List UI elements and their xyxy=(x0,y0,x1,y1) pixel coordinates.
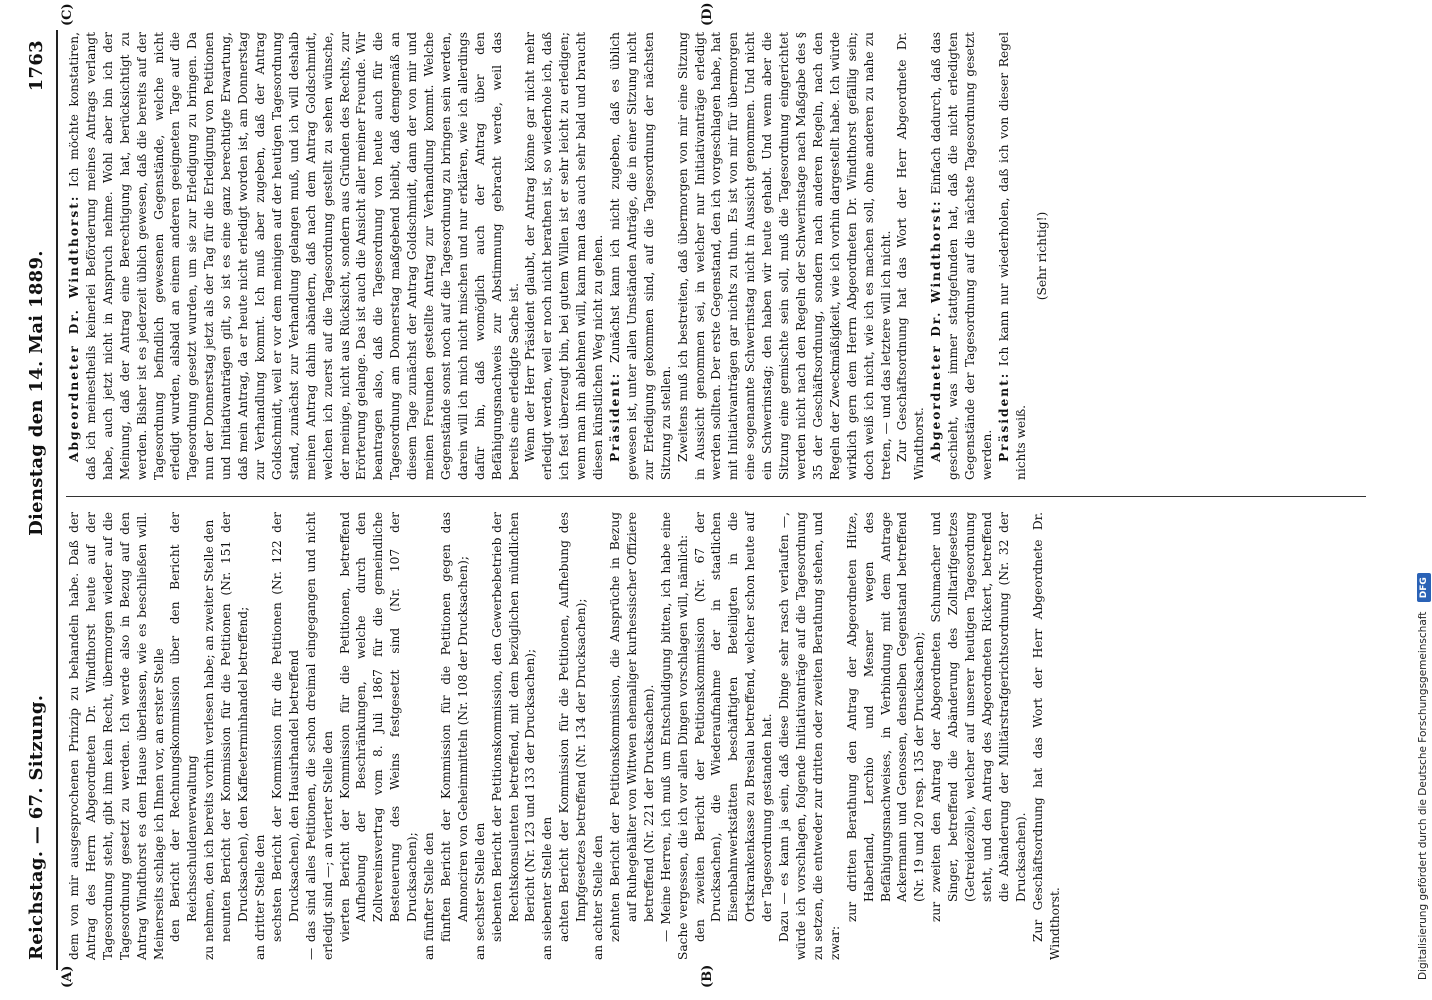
agenda-item: achten Bericht der Kommission für die Petitionen, Aufhebung des Impfgesetzes betreffend (Nr. 134 der Drucksachen); xyxy=(557,512,589,942)
agenda-item: zur zweiten den Antrag der Abgeordneten Schumacher und Singer, betreffend die Abänderung des Zolltarifgesetzes (Getreidezölle), welcher auf unserer heutigen Tagesordnung steht, und den Antrag des Abgeordneten Rickert, betreffend die Abänderung der Militärstrafgerichtsordnung (Nr. 32 der Drucksachen). xyxy=(929,512,1028,922)
dfg-logo: DFG xyxy=(1417,573,1431,602)
agenda-item: zehnten Bericht der Petitionskommission, die Ansprüche in Bezug auf Ruhegehälter von Wittwen ehemaliger kurhessischer Offiziere betreffend (Nr. 221 der Drucksachen). xyxy=(608,512,656,942)
speaker-name: Abgeordneter Dr. Windthorst: xyxy=(67,194,81,462)
speaker-name: Präsident: xyxy=(996,371,1011,462)
right-column xyxy=(66,32,1055,480)
paragraph: — das sind alles Petitionen, die schon dreimal eingegangen und nicht erledigt sind —; an vierter Stelle den xyxy=(303,512,335,960)
speech xyxy=(607,32,675,480)
agenda-item: siebenten Bericht der Petitionskommission, den Gewerbebetrieb der Rechtskonsulenten betreffend, mit dem bezüglichen mündlichen Bericht (Nr. 123 und 133 der Drucksachen); xyxy=(489,512,538,942)
speaker-name: Präsident: xyxy=(608,371,622,462)
interjection: (Sehr richtig!) xyxy=(1034,211,1049,301)
speech-text: Ich kann nur wiederholen, daß ich von dieser Regel nichts weiß. xyxy=(996,32,1028,480)
paragraph: dem von mir ausgesprochenen Prinzip zu behandeln habe. Daß der Antrag des Herrn Abgeordneten Dr. Windthorst heute auf der Tagesordnung steht, gibt ihm kein Recht, übermorgen wieder auf die Tagesordnung gesetzt zu werden. Ich werde also in Bezug auf den Antrag Windthorst es dem Hause überlassen, wie es beschließen will. Meinerseits schlage ich Ihnen vor, an erster Stelle xyxy=(67,512,166,960)
margin-mark-c: (C) xyxy=(60,3,75,26)
margin-mark-b: (B) xyxy=(700,964,715,988)
agenda-item: sechsten Bericht der Kommission für die Petitionen (Nr. 122 der Drucksachen), den Hausirhandel betreffend xyxy=(269,512,301,942)
paragraph: zu nehmen, den ich bereits vorhin verlesen habe; an zweiter Stelle den xyxy=(202,519,217,960)
agenda-position: an achter Stelle den xyxy=(591,835,606,960)
digitization-credit xyxy=(1414,40,1432,980)
header-rule xyxy=(56,30,58,970)
column-divider xyxy=(66,496,1366,497)
speech-text: Ich möchte konstatiren, daß ich meinestheils keinerlei Beförderung meines Antrags verlangt habe, auch jetzt nicht in Anspruch nehme. Wohl aber bin ich der Meinung, daß der Antrag eine Berechtigung hat, berücksichtigt zu werden. Bisher ist es jederzeit üblich gewesen, daß die bereits auf der Tagesordnung befindlich gewesenen Gegenstände, welche nicht erledigt wurden, alsbald an einem anderen geeigneten Tage auf die Tagesordnung gesetzt wurden, um sie zur Erledigung zu bringen. Da nun der Donnerstag jetzt als der Tag für die Erledigung von Petitionen und Initiativanträgen gilt, so ist es eine ganz berechtigte Erwartung, daß mein Antrag, da er heute nicht erledigt worden ist, am Donnerstag zur Verhandlung kommt. Ich muß aber zugeben, daß der Antrag Goldschmidt, weil er vor dem meinigen auf der heutigen Tagesordnung stand, zunächst zur Verhandlung gelangen muß, und ich will deshalb meinen Antrag dahin abändern, daß nach dem Antrag Goldschmidt, welchen ich zuerst auf die Tagesordnung gestellt zu sehen wünsche, der meinige, nicht aus Rücksicht, sondern aus Gründen des Rechts, zur Erörterung gelange. Das ist auch die Ansicht aller meiner Freunde. Wir beantragen also, daß die Tagesordnung von heute auch für die Tagesordnung am Donnerstag maßgebend bleibt, daß demgemäß an diesem Tage zunächst der Antrag Goldschmidt, dann der von mir und meinen Freunden gestellte Antrag zur Verhandlung kommt. Welche Gegenstände sonst noch auf die Tagesordnung zu bringen sein werden, darein will ich mich nicht mischen und nur erklären, wie ich allerdings dafür bin, daß womöglich auch der Antrag über den Befähigungsnachweis zur Abstimmung gebracht werde, weil das bereits eine erledigte Sache ist. xyxy=(67,32,521,480)
paragraph: — Meine Herren, ich muß um Entschuldigung bitten, ich habe eine Sache vergessen, die ich vor allen Dingen vorschlagen will, nämlich: xyxy=(658,512,690,960)
speech-text: Einfach dadurch, daß das geschieht, was immer stattgefunden hat, daß die nicht erledigten Gegenstände der Tagesordnung auf die nächste Tagesordnung gesetzt werden. xyxy=(929,32,994,480)
paragraph: Wenn der Herr Präsident glaubt, der Antrag könne gar nicht mehr erledigt werden, weil er noch nicht berathen ist, so wiederhole ich, daß ich fest überzeugt bin, bei gutem Willen ist er sehr leicht zu erledigen; wenn man ihn ablehnen will, kann man das auch sehr bald und braucht diesen künstlichen Weg nicht zu gehen. xyxy=(523,32,606,480)
agenda-position: an siebenter Stelle den xyxy=(540,816,555,960)
paragraph: Zur Geschäftsordnung hat das Wort der Herr Abgeordnete Dr. Windthorst. xyxy=(895,32,927,480)
agenda-item: neunten Bericht der Kommission für die Petitionen (Nr. 151 der Drucksachen), den Kaffeeterminhandel betreffend; xyxy=(219,512,251,942)
header-session: Reichstag. — 67. Sitzung. xyxy=(26,694,47,960)
speaker-name: Abgeordneter Dr. Windthorst: xyxy=(929,199,944,462)
margin-mark-d: (D) xyxy=(700,2,715,26)
left-column xyxy=(66,512,1063,960)
agenda-position: an dritter Stelle den xyxy=(252,834,267,960)
header-date: Dienstag den 14. Mai 1889. xyxy=(26,250,47,536)
page-number: 1763 xyxy=(26,40,47,92)
agenda-item: zur dritten Berathung den Antrag der Abgeordneten Hitze, Haberland, Lerchio und Mesner wegen des Befähigungsnachweises, in Verbindung mit dem Antrage Ackermann und Genossen, denselben Gegenstand betreffend (Nr. 19 und 20 resp. 135 der Drucksachen); xyxy=(844,512,927,922)
agenda-item: fünften Bericht der Kommission für die Petitionen gegen das Annonciren von Geheimmitteln (Nr. 108 der Drucksachen); xyxy=(438,512,470,942)
page-header xyxy=(26,40,52,960)
margin-mark-a: (A) xyxy=(60,965,75,988)
agenda-item: vierten Bericht der Kommission für die Petitionen, betreffend Aufhebung der Beschränkungen, welche durch den Zollvereinsvertrag vom 8. Juli 1867 für die gemeindliche Besteuerung des Weins festgesetzt sind (Nr. 107 der Drucksachen); xyxy=(337,512,420,942)
credit-text: Digitalisierung gefördert durch die Deutsche Forschungsgemeinschaft xyxy=(1417,611,1429,980)
speech xyxy=(928,32,996,480)
agenda-item: den zweiten Bericht der Petitionskommission (Nr. 67 der Drucksachen), die Wiederaufnahme der in staatlichen Eisenbahnwerkstätten beschäftigten Beteiligten in die Ortskrankenkasse zu Breslau betreffend, welcher schon heute auf der Tagesordnung gestanden hat. xyxy=(692,512,775,942)
paragraph: Dazu — es kann ja sein, daß diese Dinge sehr rasch verlaufen —, würde ich vorschlagen, folgende Initiativanträge auf die Tagesordnung zu setzen, die entweder zur dritten oder zweiten Berathung stehen, und zwar: xyxy=(777,512,842,960)
paragraph: Zweitens muß ich bestreiten, daß übermorgen von mir eine Sitzung in Aussicht genommen sei, in welcher nur Initiativanträge erledigt werden sollten. Der erste Gegenstand, den ich vorgeschlagen habe, hat mit Initiativanträgen gar nichts zu thun. Es ist von mir für übermorgen eine sogenannte Schwerinstag nicht in Aussicht genommen. Und nicht ein Schwerinstag; den haben wir heute gehabt. Und wenn aber die Sitzung eine gemischte sein soll, muß die Tagesordnung eingerichtet werden nicht nach den Regeln der Schwerinstage nach Maßgabe des § 35 der Geschäftsordnung, sondern nach anderen Regeln, nach den Regeln der Zweckmäßigkeit, wie ich vorhin dargestellt habe. Ich würde wirklich gern dem Herrn Abgeordneten Dr. Windthorst gefällig sein; doch weiß ich nicht, wie ich es machen soll, ohne anderen zu nahe zu treten, — und das letztere will ich nicht. xyxy=(675,32,893,480)
paragraph: Zur Geschäftsordnung hat das Wort der Herr Abgeordnete Dr. Windthorst. xyxy=(1030,512,1062,960)
speech xyxy=(996,32,1030,480)
agenda-item: den Bericht der Rechnungskommission über den Bericht der Reichsschuldenverwaltung xyxy=(168,512,200,942)
speech xyxy=(66,32,522,480)
agenda-position: an sechster Stelle den xyxy=(472,822,487,960)
speech-text: Zunächst kann ich nicht zugeben, daß es üblich gewesen ist, unter allen Umständen Anträge, die in einer Sitzung nicht zur Erledigung gekommen sind, auf die Tagesordnung der nächsten Sitzung zu stellen. xyxy=(608,32,673,480)
agenda-position: an fünfter Stelle den xyxy=(422,832,437,960)
